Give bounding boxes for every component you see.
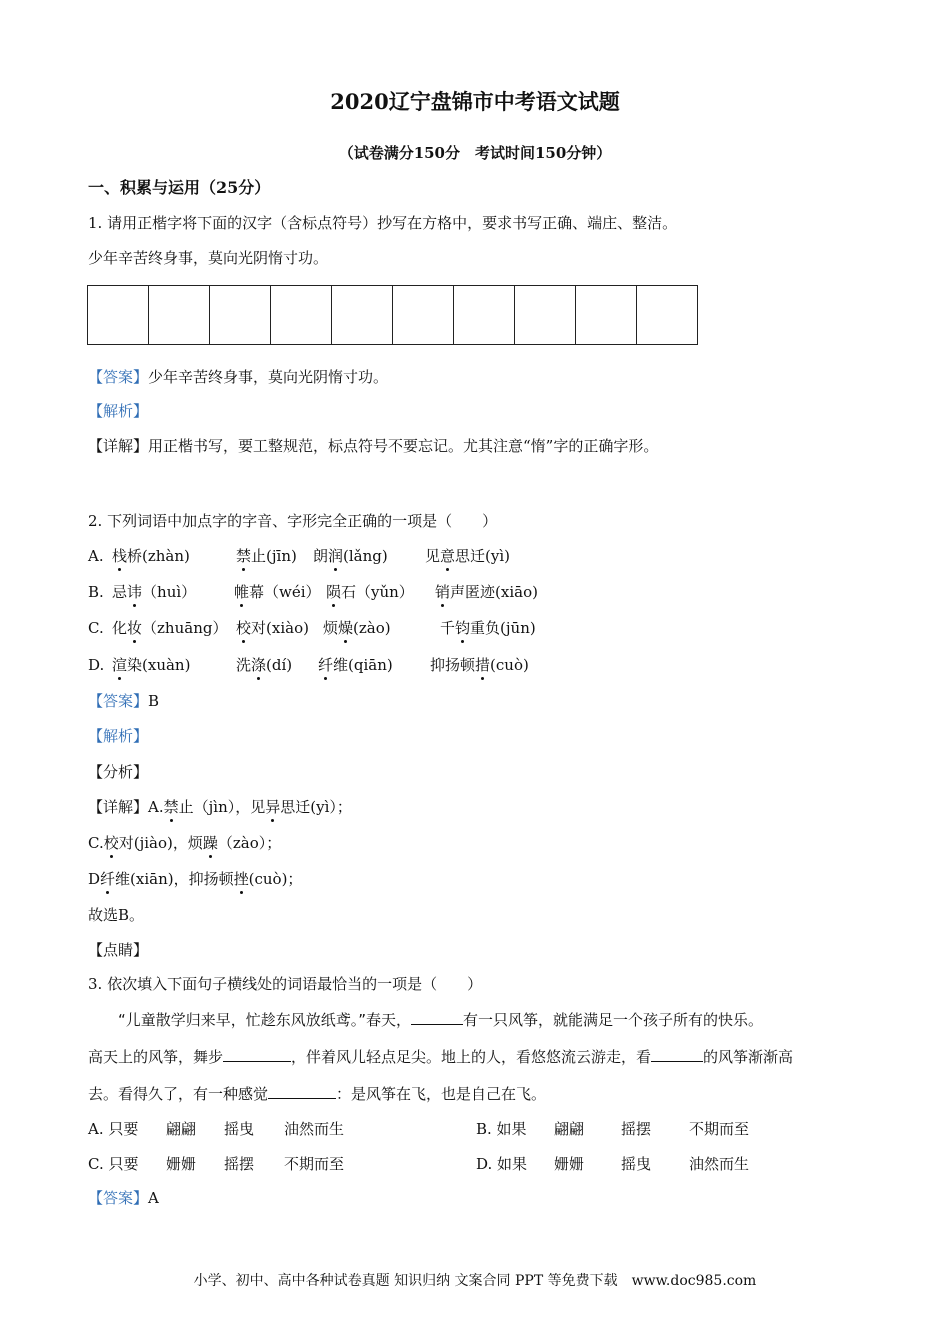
q2-option-c-label: C. [88,619,104,637]
grid-cell[interactable] [88,286,149,344]
answer-tag: 【答案】 [88,368,149,386]
page-footer: 小学、初中、高中各种试卷真题 知识归纳 文案合同 PPT 等免费下载 www.doc985.com [193,1273,757,1289]
q3-option-word: 摇曳 [224,1120,255,1138]
section-heading: 一、积累与运用（25分） [88,178,271,197]
q3-option-word: 不期而至 [689,1120,750,1138]
answer-text: B [148,692,160,710]
q2-option-b-item: 帷幕（wéi） [234,583,321,601]
q3-option-word: 摇曳 [621,1155,652,1173]
answer-tag: 【答案】 [88,1189,149,1207]
grid-cell[interactable] [271,286,332,344]
q3-option-word: 不期而至 [284,1155,345,1173]
q2-answer [88,691,159,711]
answer-text: A [148,1189,159,1207]
page-title: 2020辽宁盘锦市中考语文试题 [330,89,620,114]
q2-option-a-item: 栈桥(zhàn) [112,547,190,565]
q2-option-b-item: 销声匿迹(xiāo) [435,583,538,601]
q3-option-word: 翩翩 [166,1120,197,1138]
page-subtitle: （试卷满分150分 考试时间150分钟） [338,144,612,162]
q2-detail-d: D纤维(xiān)，抑扬顿挫(cuò)； [88,870,303,888]
q1-answer [88,367,388,387]
q2-fenxi-tag: 【分析】 [88,763,149,781]
answer-tag: 【答案】 [88,692,149,710]
q3-option-c: C. 只要 [88,1155,139,1173]
q2-prompt: 2. 下列词语中加点字的字音、字形完全正确的一项是（ ） [88,512,498,530]
q2-option-c-item: 烦燥(zào) [323,619,391,637]
q2-dianjing-tag: 【点睛】 [88,941,149,959]
q3-option-a: A. 只要 [88,1120,139,1138]
q3-option-word: 油然而生 [284,1120,345,1138]
fill-blank[interactable] [411,1010,463,1025]
writing-grid[interactable] [87,285,698,345]
fill-blank[interactable] [223,1047,291,1062]
q3-option-d: D. 如果 [476,1155,528,1173]
q3-option-word: 摇摆 [621,1120,652,1138]
q3-option-b: B. 如果 [476,1120,527,1138]
q3-prompt: 3. 依次填入下面句子横线处的词语最恰当的一项是（ ） [88,975,483,993]
q1-text: 少年辛苦终身事，莫向光阴惰寸功。 [88,249,329,267]
q2-option-c-item: 校对(xiào) [236,619,309,637]
detail-tag: 【详解】 [88,437,149,455]
grid-cell[interactable] [454,286,515,344]
q2-option-a-item: 见意思迁(yì) [425,547,511,565]
grid-cell[interactable] [515,286,576,344]
q2-option-b-item: 忌讳（huì） [112,583,197,601]
q2-option-a-item: 朗润(lǎng) [313,547,388,565]
q2-option-d-label: D. [88,656,105,674]
grid-cell[interactable] [576,286,637,344]
answer-text: 少年辛苦终身事，莫向光阴惰寸功。 [148,368,389,386]
q2-analysis-tag: 【解析】 [88,727,149,745]
grid-cell[interactable] [149,286,210,344]
q2-detail-a: 【详解】A.禁止（jìn），见异思迁(yì）； [88,798,352,816]
fill-blank[interactable] [651,1047,703,1062]
q3-passage [88,1002,863,1113]
grid-cell[interactable] [637,286,698,344]
q3-answer [88,1188,159,1208]
q2-conclusion: 故选B。 [88,906,145,924]
q3-option-word: 姗姗 [166,1155,197,1173]
q3-option-word: 姗姗 [554,1155,585,1173]
q2-option-a-label: A. [88,547,104,565]
q2-option-b-item: 陨石（yǔn） [326,583,414,601]
detail-text: 用正楷书写，要工整规范，标点符号不要忘记。尤其注意“惰”字的正确字形。 [148,437,659,455]
q2-option-d-item: 洗涤(dí) [236,656,293,674]
q2-option-c-item: 化妆（zhuāng） [112,619,228,637]
grid-cell[interactable] [393,286,454,344]
q2-option-d-item: 渲染(xuàn) [112,656,191,674]
q2-option-d-item: 纤维(qiān) [318,656,393,674]
q2-option-b-label: B. [88,583,104,601]
q1-prompt: 1. 请用正楷字将下面的汉字（含标点符号）抄写在方格中，要求书写正确、端庄、整洁。 [88,214,678,232]
q3-passage-line: 去。看得久了，有一种感觉 ：是风筝在飞，也是自己在飞。 [88,1085,547,1103]
q3-option-word: 摇摆 [224,1155,255,1173]
q2-option-d-item: 抑扬顿措(cuò) [430,656,529,674]
fill-blank[interactable] [268,1084,336,1099]
q3-option-word: 油然而生 [689,1155,750,1173]
q1-detail [88,436,658,456]
q2-detail-c: C.校对(jiào)，烦躁（zào）； [88,834,282,852]
q3-passage-line: 高天上的风筝，舞步 ，伴着风儿轻点足尖。地上的人，看悠悠流云游走，看 的风筝渐渐高 [88,1048,794,1066]
q3-passage-line: “儿童散学归来早，忙趁东风放纸鸢。”春天， 有一只风筝，就能满足一个孩子所有的快乐。 [118,1011,764,1029]
q1-analysis-tag: 【解析】 [88,402,149,420]
detail-tag: 【详解】 [88,798,149,816]
q2-option-a-item: 禁止(jīn) [236,547,297,565]
q2-option-c-item: 千钧重负(jūn) [440,619,536,637]
q3-option-word: 翩翩 [554,1120,585,1138]
grid-cell[interactable] [332,286,393,344]
grid-cell[interactable] [210,286,271,344]
